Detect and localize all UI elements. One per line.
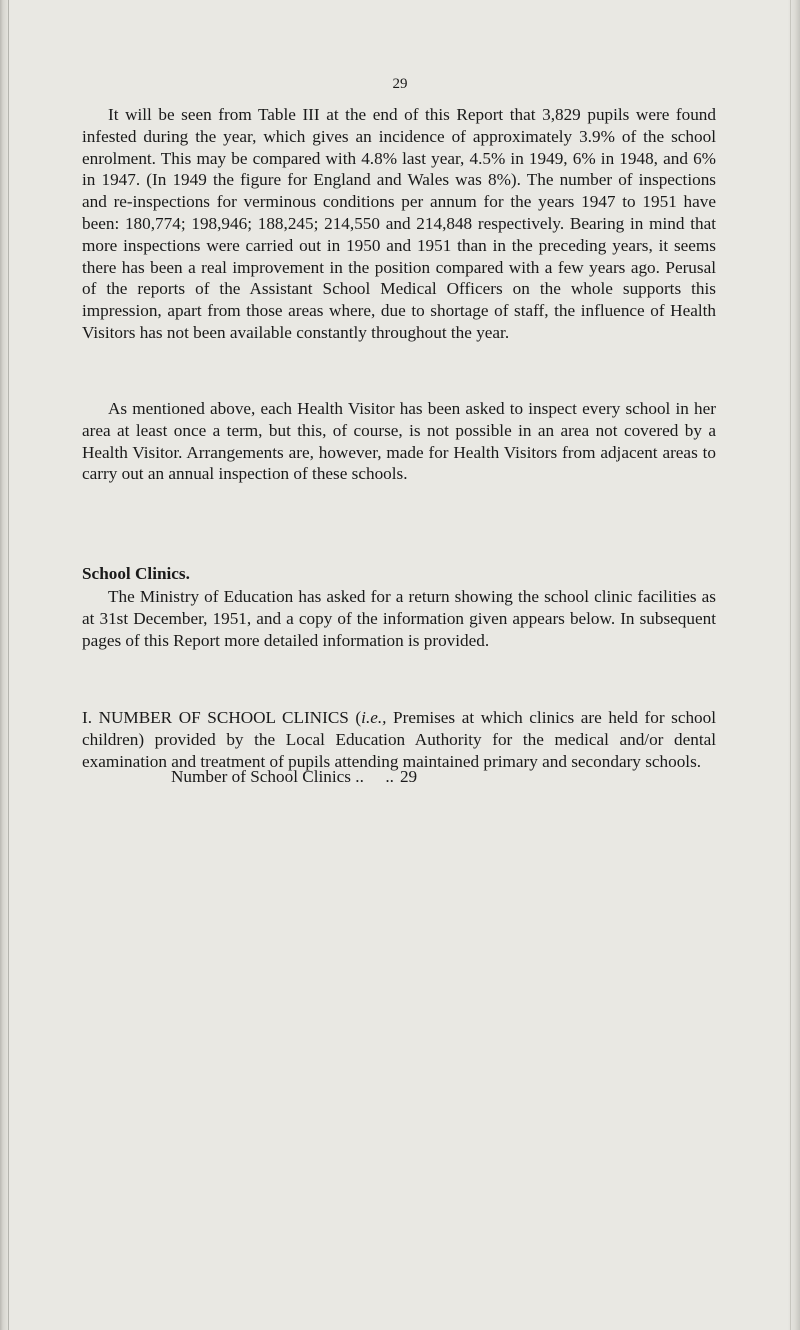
clinics-count-label: Number of School Clinics .. (171, 767, 364, 786)
clinics-count-value: 29 (399, 767, 418, 786)
paragraph-text: It will be seen from Table III at the end of this Report that 3,829 pupils were found infested during the year, which gives an incidence of approximately 3.9% of the school enrolment. This may be compared with 4.8% last year, 4.5% in 1949, 6% in 1948, and 6% in 1947. (In 1949 the figure for England and Wales was 8%). The number of inspections and re-inspections for verminous conditions per annum for the years 1947 to 1951 have been: 180,774; 198,946; 188,245; 214,550 and 214,848 respectively. Bearing in mind that more inspections were carried out in 1950 and 1951 than in the preceding years, it seems there has been a real improvement in the position compared with a few years ago. Perusal of the reports of the Assistant School Medical Officers on the whole supports this impression, apart from those areas where, due to shortage of staff, the influence of Health Visitors has not been available constantly throughout the year. (82, 105, 716, 342)
page-right-fold-line (790, 0, 791, 1330)
paragraph-number-of-clinics (82, 707, 716, 772)
paragraph-head-lice-incidence (82, 104, 716, 344)
paragraph-italic: i.e., (361, 708, 387, 727)
paragraph-text (82, 707, 716, 772)
clinics-count-line (171, 766, 417, 788)
paragraph-suffix: Premises at which clinics are held for school children) provided by the Local Education Authority for the medical and/or dental examination and treatment of pupils attending maintained primary and secondary schools. (82, 708, 717, 771)
section-heading-school-clinics: School Clinics. (82, 564, 190, 583)
paragraph-prefix: I. NUMBER OF SCHOOL CLINICS ( (82, 708, 362, 727)
paragraph-health-visitor-inspections (82, 398, 716, 485)
paragraph-text: As mentioned above, each Health Visitor has been asked to inspect every school in her area at least once a term, but this, of course, is not possible in an area not covered by a Health Visitor. Arrangements are, however, made for Health Visitors from adjacent areas to carry out an annual inspection of these schools. (82, 399, 716, 484)
paragraph-ministry-return (82, 586, 716, 651)
clinics-count-dots: .. (385, 767, 394, 786)
page-number: 29 (392, 76, 408, 92)
page-left-fold-line (8, 0, 9, 1330)
paragraph-text: The Ministry of Education has asked for a return showing the school clinic facilities as at 31st December, 1951, and a copy of the information given appears below. In subsequent pages of this Report more detailed information is provided. (82, 587, 716, 650)
